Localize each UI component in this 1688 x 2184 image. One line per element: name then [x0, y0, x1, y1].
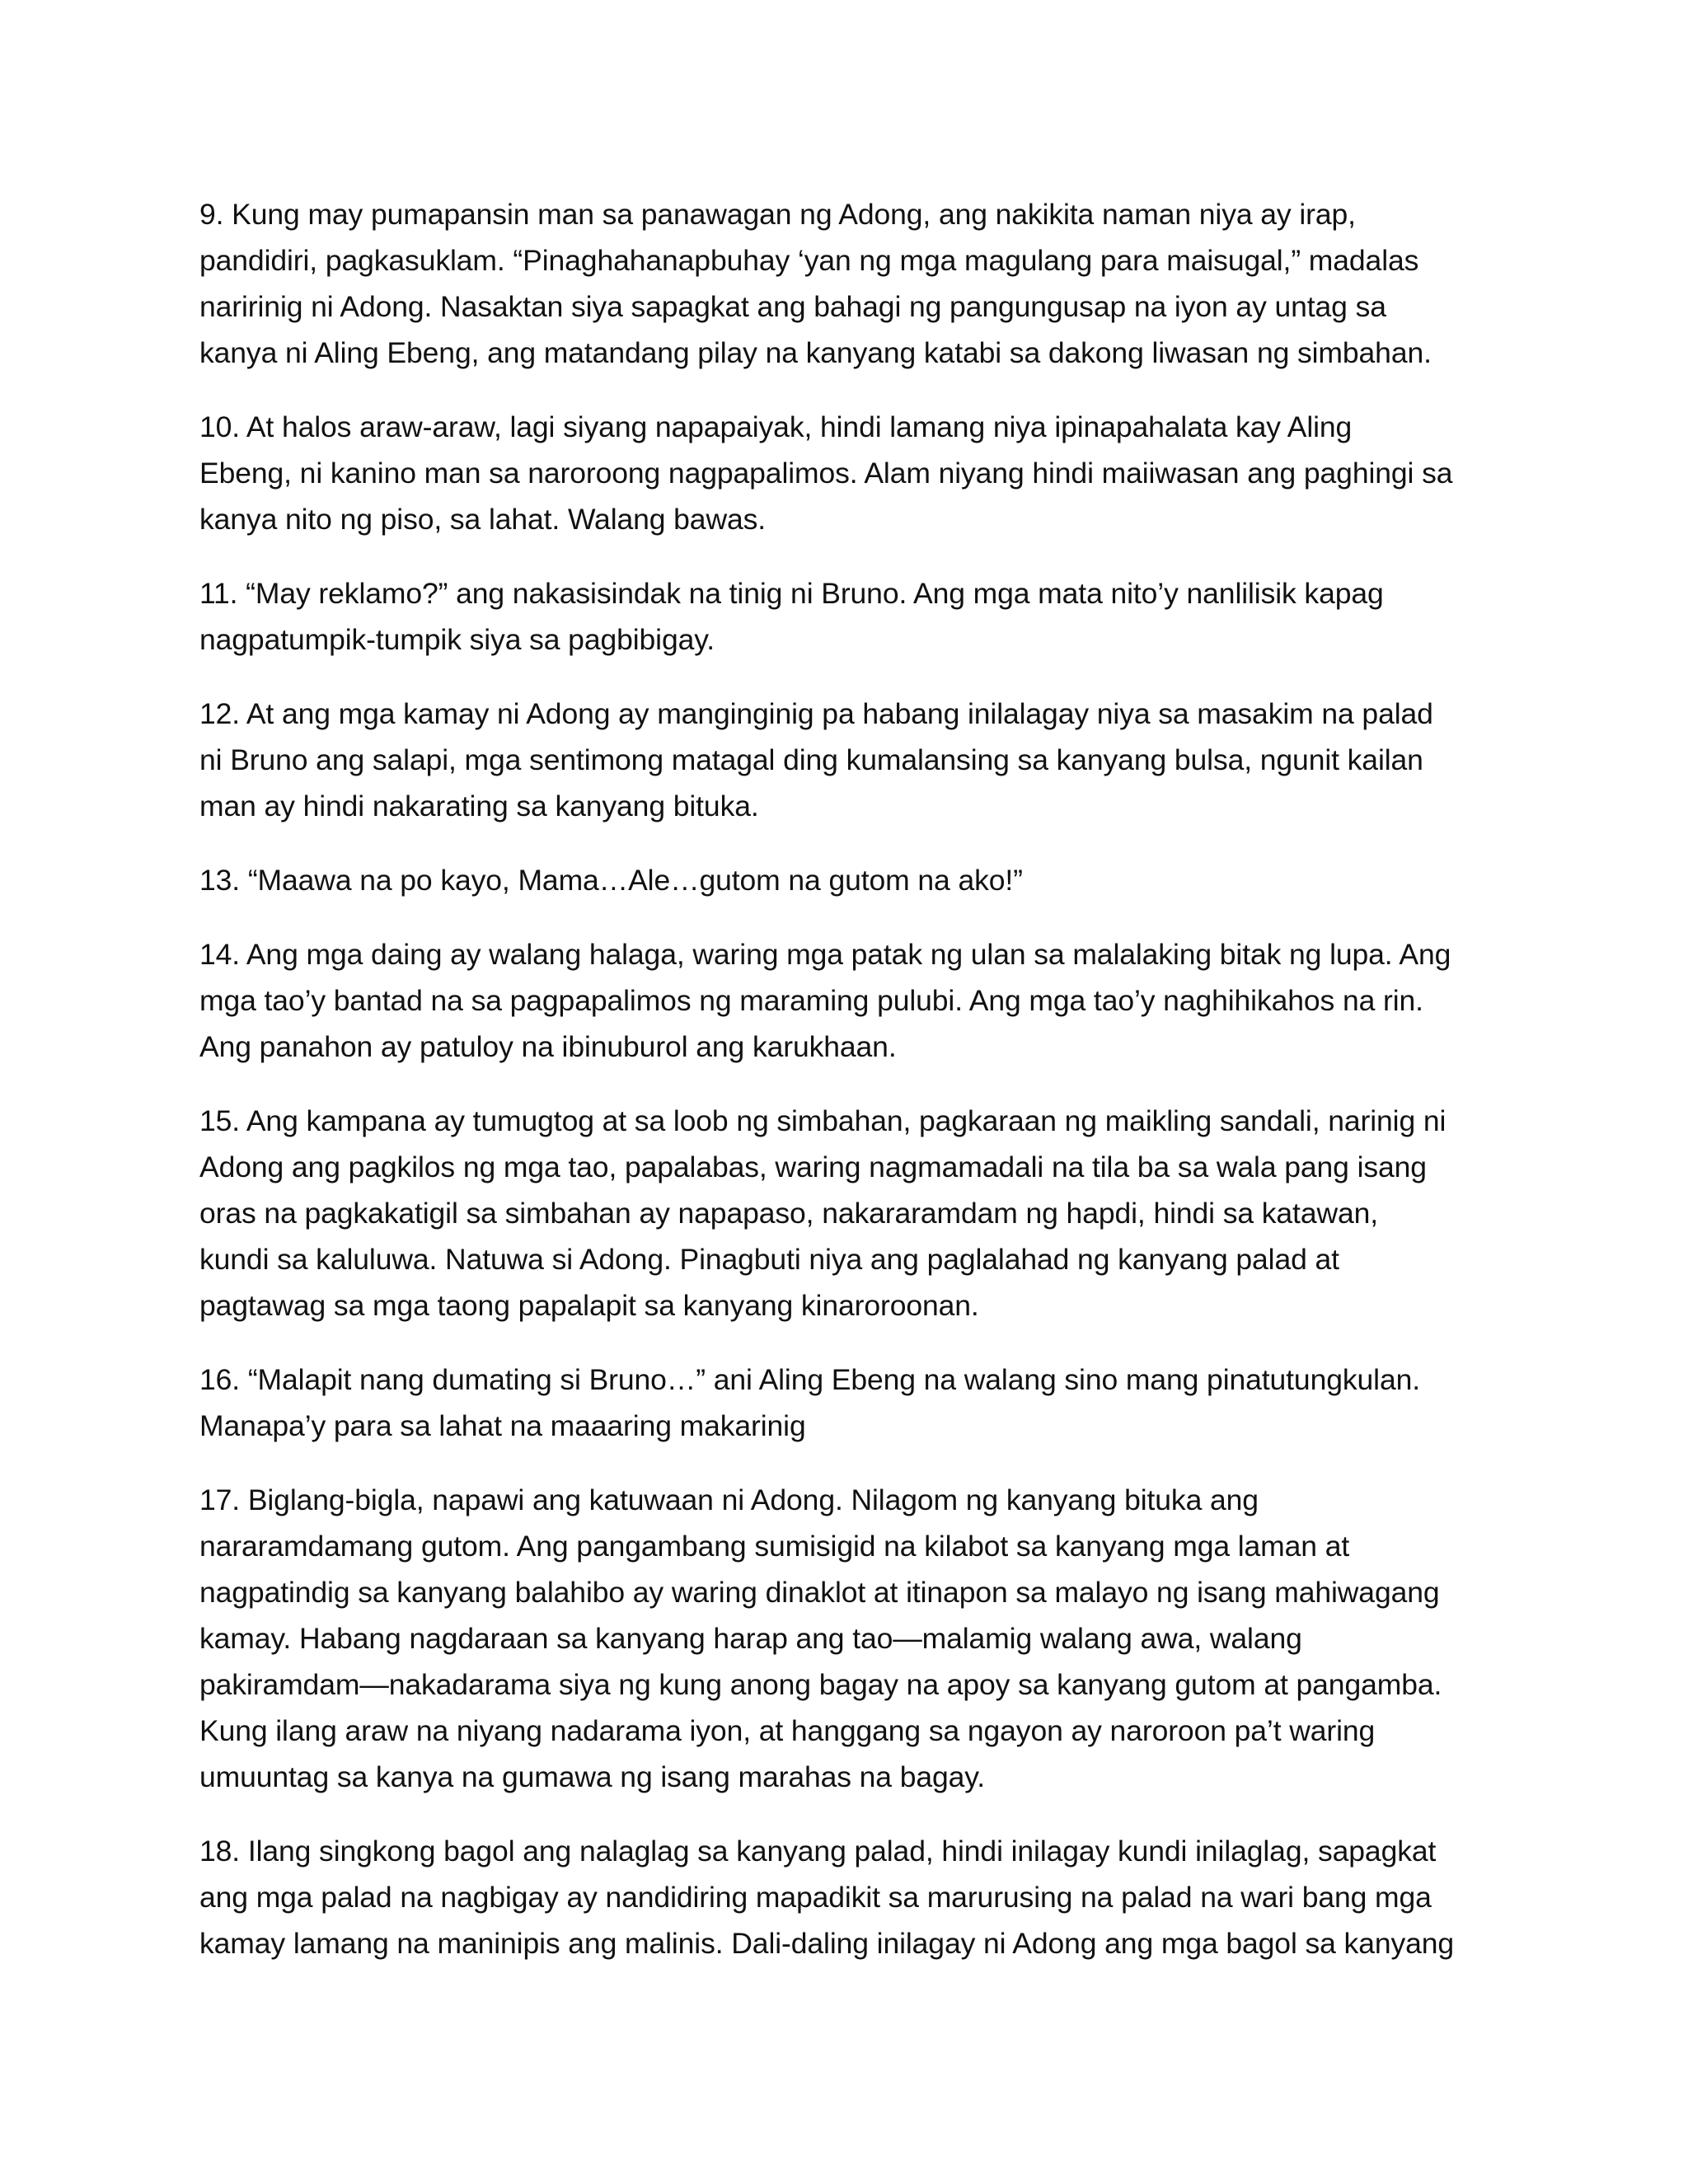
paragraph-10 — [199, 404, 1518, 542]
text-line: Kung ilang araw na niyang nadarama iyon, at hanggang sa ngayon ay naroroon pa’t waring — [199, 1714, 1376, 1747]
text-line: 15. Ang kampana ay tumugtog at sa loob ng simbahan, pagkaraan ng maikling sandali, narinig ni — [199, 1104, 1447, 1137]
text-line: 14. Ang mga daing ay walang halaga, waring mga patak ng ulan sa malalaking bitak ng lupa. Ang — [199, 938, 1451, 971]
text-line: 10. At halos araw-araw, lagi siyang napapaiyak, hindi lamang niya ipinapahalata kay Aling — [199, 410, 1353, 443]
paragraph-18 — [199, 1828, 1518, 1966]
paragraph-16 — [199, 1357, 1518, 1449]
text-line: 13. “Maawa na po kayo, Mama…Ale…gutom na gutom na ako!” — [199, 864, 1023, 897]
paragraph-9 — [199, 191, 1518, 376]
text-line: ang mga palad na nagbigay ay nandidiring mapadikit sa marurusing na palad na wari bang mga — [199, 1881, 1432, 1914]
text-line: Manapa’y para sa lahat na maaaring makarinig — [199, 1409, 806, 1442]
text-line: man ay hindi nakarating sa kanyang bituka. — [199, 790, 759, 823]
text-line: 18. Ilang singkong bagol ang nalaglag sa kanyang palad, hindi inilagay kundi inilaglag, sapagkat — [199, 1835, 1437, 1868]
text-line: mga tao’y bantad na sa pagpapalimos ng maraming pulubi. Ang mga tao’y naghihikahos na rin. — [199, 984, 1423, 1017]
text-line: pakiramdam—nakadarama siya ng kung anong bagay na apoy sa kanyang gutom at pangamba. — [199, 1668, 1442, 1701]
paragraph-12 — [199, 691, 1518, 829]
text-line: 16. “Malapit nang dumating si Bruno…” ani Aling Ebeng na walang sino mang pinatutungkulan. — [199, 1363, 1420, 1396]
text-line: kundi sa kaluluwa. Natuwa si Adong. Pinagbuti niya ang paglalahad ng kanyang palad at — [199, 1243, 1339, 1276]
text-line: ni Bruno ang salapi, mga sentimong matagal ding kumalansing sa kanyang bulsa, ngunit kailan — [199, 743, 1423, 776]
document-body — [199, 191, 1518, 1994]
text-line: 12. At ang mga kamay ni Adong ay manginginig pa habang inilalagay niya sa masakim na palad — [199, 697, 1433, 730]
text-line: kanya nito ng piso, sa lahat. Walang bawas. — [199, 503, 767, 536]
text-line: naririnig ni Adong. Nasaktan siya sapagkat ang bahagi ng pangungusap na iyon ay untag sa — [199, 290, 1386, 323]
paragraph-11 — [199, 570, 1518, 663]
text-line: kanya ni Aling Ebeng, ang matandang pilay na kanyang katabi sa dakong liwasan ng simbahan. — [199, 336, 1432, 369]
text-line: Ebeng, ni kanino man sa naroroong nagpapalimos. Alam niyang hindi maiiwasan ang paghingi sa — [199, 457, 1453, 490]
text-line: nagpatumpik-tumpik siya sa pagbibigay. — [199, 623, 715, 656]
text-line: 9. Kung may pumapansin man sa panawagan ng Adong, ang nakikita naman niya ay irap, — [199, 198, 1356, 231]
text-line: kamay. Habang nagdaraan sa kanyang harap ang tao—malamig walang awa, walang — [199, 1622, 1302, 1655]
text-line: nagpatindig sa kanyang balahibo ay waring dinaklot at itinapon sa malayo ng isang mahiwagang — [199, 1576, 1440, 1609]
text-line: kamay lamang na maninipis ang malinis. Dali-daling inilagay ni Adong ang mga bagol sa kanyang — [199, 1927, 1455, 1960]
text-line: Adong ang pagkilos ng mga tao, papalabas, waring nagmamadali na tila ba sa wala pang isang — [199, 1151, 1427, 1183]
text-line: 11. “May reklamo?” ang nakasisindak na tinig ni Bruno. Ang mga mata nito’y nanlilisik kapag — [199, 577, 1384, 610]
paragraph-14 — [199, 931, 1518, 1070]
paragraph-13 — [199, 857, 1518, 903]
text-line: oras na pagkakatigil sa simbahan ay napapaso, nakararamdam ng hapdi, hindi sa katawan, — [199, 1197, 1379, 1230]
text-line: umuuntag sa kanya na gumawa ng isang marahas na bagay. — [199, 1760, 986, 1793]
text-line: 17. Biglang-bigla, napawi ang katuwaan ni Adong. Nilagom ng kanyang bituka ang — [199, 1483, 1259, 1516]
paragraph-15 — [199, 1098, 1518, 1329]
text-line: pagtawag sa mga taong papalapit sa kanyang kinaroroonan. — [199, 1289, 979, 1322]
text-line: pandidiri, pagkasuklam. “Pinaghahanapbuhay ‘yan ng mga magulang para maisugal,” madalas — [199, 244, 1419, 277]
paragraph-17 — [199, 1477, 1518, 1800]
text-line: Ang panahon ay patuloy na ibinuburol ang karukhaan. — [199, 1030, 897, 1063]
text-line: nararamdamang gutom. Ang pangambang sumisigid na kilabot sa kanyang mga laman at — [199, 1530, 1350, 1563]
